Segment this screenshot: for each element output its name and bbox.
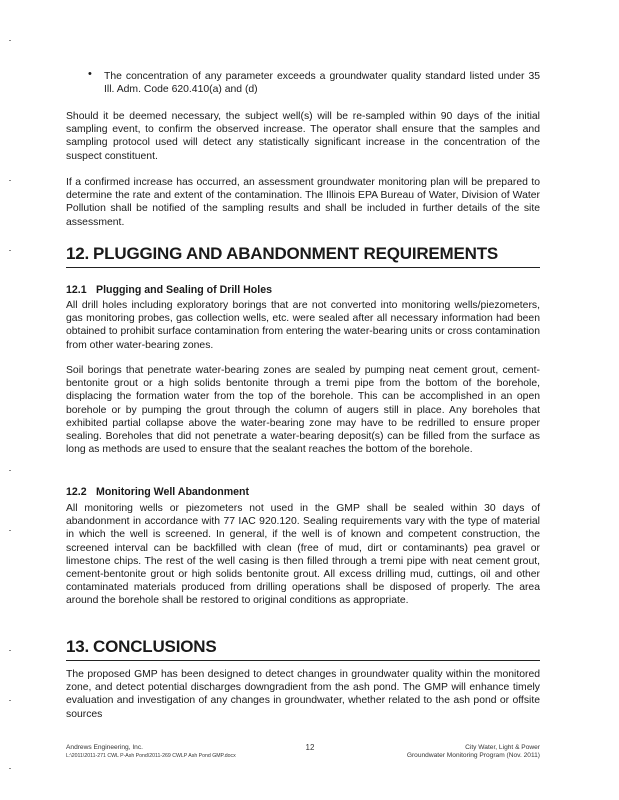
paragraph-conclusions: The proposed GMP has been designed to detect changes in groundwater quality within the monitored zone, and detect potential discharges downgradient from the ash pond. The GMP will enhance timely evaluation and investigation of any changes in groundwater, whether related to the ash pond or offsite sources bbox=[66, 669, 540, 720]
subsection-12-2-heading bbox=[66, 486, 249, 498]
section-12-title: PLUGGING AND ABANDONMENT REQUIREMENTS bbox=[93, 244, 499, 263]
footer-client: City Water, Light & Power bbox=[465, 744, 540, 751]
bullet-item-text: The concentration of any parameter exceeds a groundwater quality standard listed under 35 Ill. Adm. Code 620.410(a) and (d) bbox=[104, 71, 540, 96]
margin-mark bbox=[9, 530, 11, 531]
footer-company: Andrews Engineering, Inc. bbox=[66, 744, 143, 751]
subsection-12-1-heading bbox=[66, 284, 272, 296]
footer-left bbox=[66, 744, 286, 760]
subsection-12-1-number: 12.1 bbox=[66, 284, 87, 296]
subsection-12-2-title: Monitoring Well Abandonment bbox=[96, 486, 250, 498]
section-13-title: CONCLUSIONS bbox=[93, 637, 217, 656]
footer-doc-title: Groundwater Monitoring Program (Nov. 2011) bbox=[406, 752, 540, 759]
paragraph-well-abandonment: All monitoring wells or piezometers not used in the GMP shall be sealed within 30 days of abandonment in accordance with 77 IAC 920.120. Sealing requirements vary with the type of material in which the well is screened. In general, if the well is of known and competent construction, the screened interval can be backfilled with clean (free of mud, dirt or contaminants) pea gravel or limestone chips. The rest of the well casing is then filled through a tremi pipe with neat cement grout, cement-bentonite grout or high solids bentonite grout. All excess drilling mud, cuttings, oil and other contaminated materials produced from drilling operations shall be disposed of properly. The area around the borehole shall be restored to original conditions as appropriate. bbox=[66, 503, 540, 607]
paragraph-confirmed-increase: If a confirmed increase has occurred, an assessment groundwater monitoring plan will be prepared to determine the rate and extent of the contamination. The Illinois EPA Bureau of Water, Division of Water Pollution shall be notified of the sampling results and shall be included in further details of the site assessment. bbox=[66, 177, 540, 228]
footer-page-number: 12 bbox=[305, 743, 315, 752]
margin-mark bbox=[9, 768, 11, 769]
section-13-number: 13. bbox=[66, 637, 90, 656]
section-13-heading bbox=[66, 637, 540, 661]
margin-mark bbox=[9, 250, 11, 251]
paragraph-drill-holes: All drill holes including exploratory borings that are not converted into monitoring wells/piezometers, gas monitoring probes, gas collection wells, etc. were sealed after all necessary information had been obtained to prohibit surface contamination from entering the water-bearing units or cross contamination from other water-bearing zones. bbox=[66, 300, 540, 351]
footer-right bbox=[360, 744, 540, 760]
subsection-12-2-number: 12.2 bbox=[66, 486, 87, 498]
margin-mark bbox=[9, 650, 11, 651]
margin-mark bbox=[9, 180, 11, 181]
footer-file-path: L:\2011\2011-271 CWL P-Ash Pond\2011-269 CWLP Ash Pond GMP.docx bbox=[66, 753, 236, 759]
paragraph-soil-borings: Soil borings that penetrate water-bearing zones are sealed by pumping neat cement grout, cement-bentonite grout or a high solids bentonite through a tremi pipe from the bottom of the borehole, displacing the formation water from the top of the borehole. This can be accomplished in an open borehole or by pumping the grout through the column of augers still in place. Any boreholes that exhibited partial collapse above the water-bearing zone may have to be redrilled to ensure proper sealing. Boreholes that did not penetrate a water-bearing deposit(s) can be filled from the surface as long as methods are used to ensure that the sealant reaches the bottom of the borehole. bbox=[66, 365, 540, 456]
margin-mark bbox=[9, 470, 11, 471]
section-12-heading bbox=[66, 244, 540, 268]
margin-mark bbox=[9, 40, 11, 41]
paragraph-resample: Should it be deemed necessary, the subject well(s) will be re-sampled within 90 days of the initial sampling event, to confirm the observed increase. The operator shall ensure that the samples and sampling protocol used will detect any statistically significant increase in the concentration of the suspect constituent. bbox=[66, 111, 540, 162]
section-12-number: 12. bbox=[66, 244, 90, 263]
subsection-12-1-title: Plugging and Sealing of Drill Holes bbox=[96, 284, 272, 296]
margin-mark bbox=[9, 700, 11, 701]
bullet-dot: • bbox=[88, 68, 92, 80]
